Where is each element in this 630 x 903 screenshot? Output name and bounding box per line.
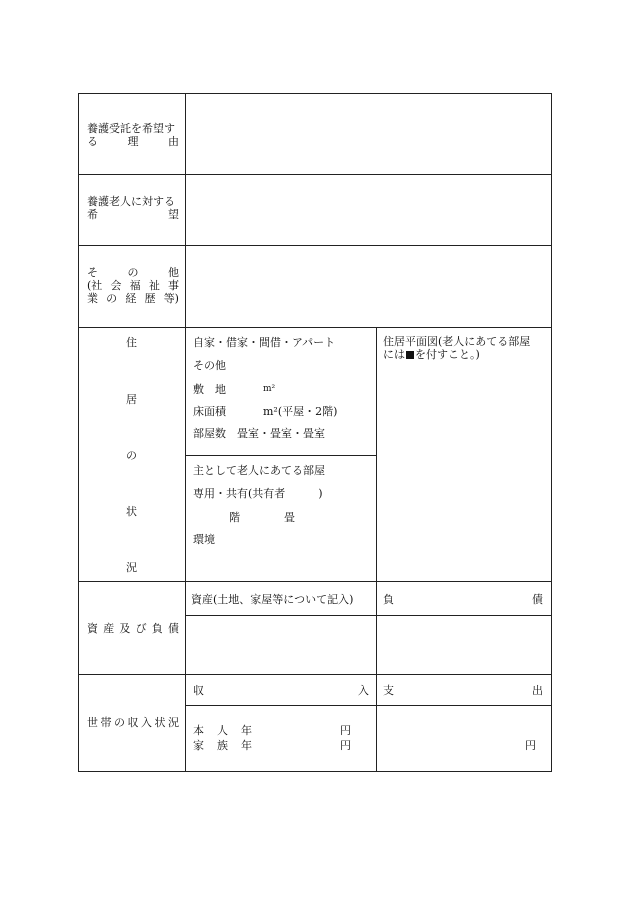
expense-header: 支 出 bbox=[383, 684, 543, 697]
housing-label-3: の bbox=[126, 449, 137, 462]
foster-care-application-form: 養護受託を希望す る 理 由 養護老人に対する 希 望 そ の 他 (社 会 福 祉 事 業 の 経 歴 等) 住 居 の 状 況 自家・借家・間借・アパート その他 敷 地 m² 床面積 m²(平屋・2階) 部屋数 畳室・畳室・畳室 主として老人にあてる部屋 専用・共有(共有者 ) 階 畳 環境 住居平面図(老人にあてる部屋 には を付すこと。) 資 産 及 び 負 債 資産(土地、家屋等について記入) 負 債 世 帯 の 収 入 状 況 収 入 支 出 本 人 年 円 家 族 年 円 円 bbox=[78, 93, 552, 772]
assets-label: 資 産 及 び 負 債 bbox=[87, 622, 179, 635]
housing-type-line: 自家・借家・間借・アパート bbox=[193, 336, 336, 349]
row-divider-1 bbox=[79, 174, 551, 175]
site-area-unit: m² bbox=[263, 384, 276, 394]
housing-label-5: 況 bbox=[126, 561, 137, 574]
row-divider-2 bbox=[79, 245, 551, 246]
housing-inner-divider bbox=[185, 455, 376, 456]
reason-label: 養護受託を希望す る 理 由 bbox=[87, 122, 179, 148]
rooms-line: 部屋数 畳室・畳室・畳室 bbox=[193, 427, 325, 440]
wish-label: 養護老人に対する 希 望 bbox=[87, 195, 179, 221]
expense-total-yen: 円 bbox=[525, 739, 536, 752]
housing-label-2: 居 bbox=[126, 393, 137, 406]
row-divider-4 bbox=[79, 581, 551, 582]
housing-label-4: 状 bbox=[126, 505, 137, 518]
debt-header: 負 債 bbox=[383, 593, 543, 606]
assets-header-divider bbox=[185, 615, 551, 616]
other-label: そ の 他 (社 会 福 祉 事 業 の 経 歴 等) bbox=[87, 266, 179, 305]
filled-square-icon bbox=[406, 351, 414, 359]
floor-area-label: 床面積 bbox=[193, 405, 226, 418]
elder-room-environment: 環境 bbox=[193, 533, 215, 546]
elder-room-use: 専用・共有(共有者 ) bbox=[193, 487, 323, 500]
floor-area-unit: m²(平屋・2階) bbox=[263, 405, 338, 418]
row-divider-3 bbox=[79, 327, 551, 328]
asset-header: 資産(土地、家屋等について記入) bbox=[191, 593, 354, 606]
housing-other-line: その他 bbox=[193, 359, 226, 372]
income-label: 世 帯 の 収 入 状 況 bbox=[87, 716, 179, 729]
site-area-label: 敷 地 bbox=[193, 383, 226, 396]
row-divider-5 bbox=[79, 674, 551, 675]
floor-plan-instruction: 住居平面図(老人にあてる部屋 には を付すこと。) bbox=[383, 335, 531, 361]
elder-room-title: 主として老人にあてる部屋 bbox=[193, 464, 325, 477]
housing-label-1: 住 bbox=[126, 336, 137, 349]
income-header: 収 入 bbox=[193, 684, 369, 697]
income-header-divider bbox=[185, 705, 551, 706]
label-column-divider bbox=[185, 94, 186, 771]
elder-room-floor-mat: 階 畳 bbox=[229, 511, 295, 524]
